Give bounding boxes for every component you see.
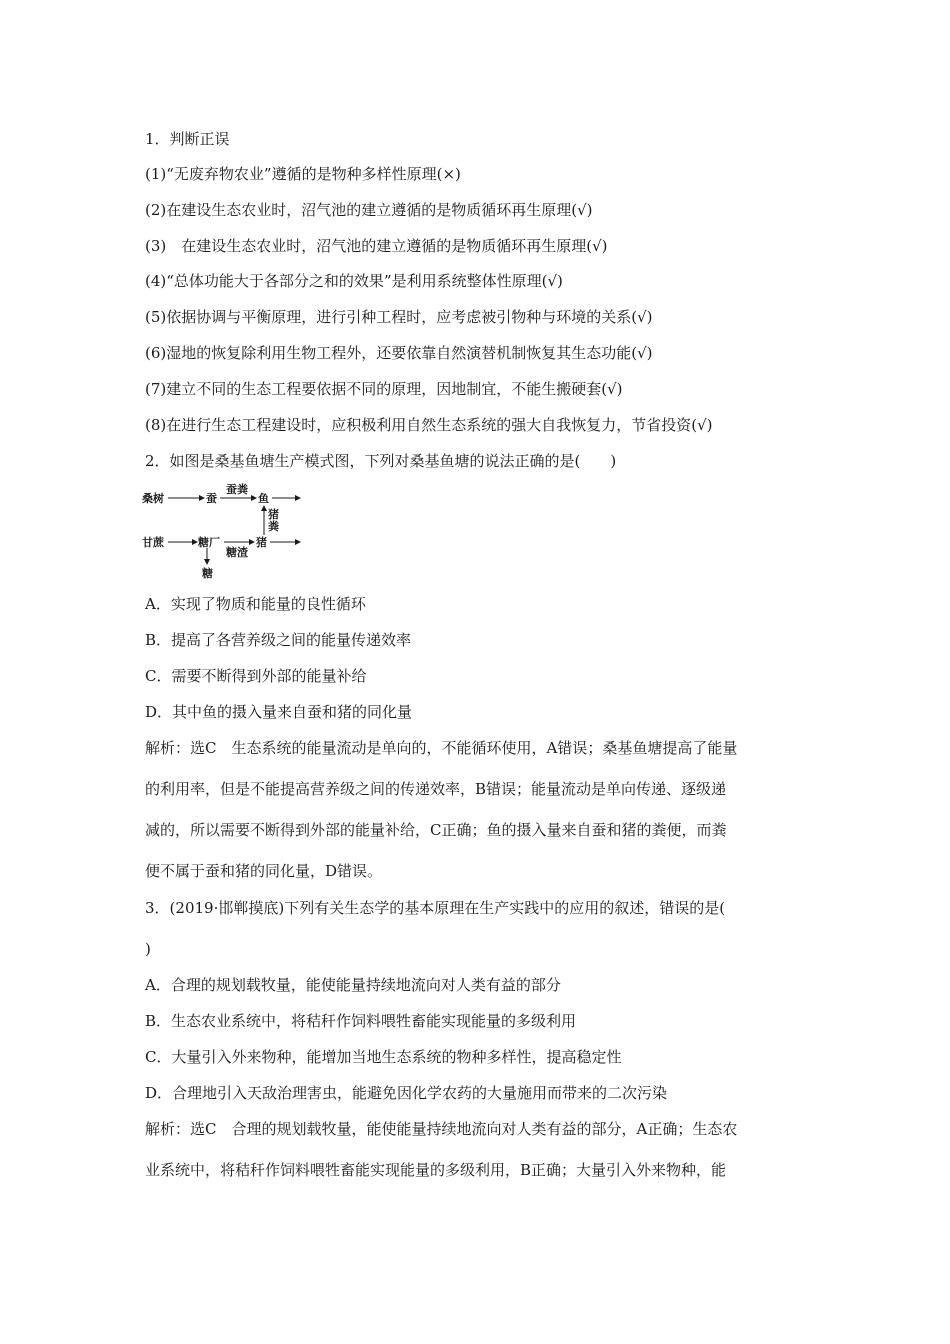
q2-stem: 2．如图是桑基鱼塘生产模式图，下列对桑基鱼塘的说法正确的是( ) xyxy=(145,452,617,470)
q1-item-6: (6)湿地的恢复除利用生物工程外，还要依靠自然演替机制恢复其生态功能(√) xyxy=(145,344,653,362)
label-sugar-residue: 糖渣 xyxy=(226,546,248,559)
q1-item-4: (4)“总体功能大于各部分之和的效果”是利用系统整体性原理(√) xyxy=(145,272,563,290)
q1-title: 1．判断正误 xyxy=(145,130,230,148)
q2-option-d: D．其中鱼的摄入量来自蚕和猪的同化量 xyxy=(145,703,413,721)
node-silkworm: 蚕 xyxy=(206,492,217,505)
label-pig-dung-1: 猪 xyxy=(268,508,279,521)
q3-stem-line-2: ) xyxy=(145,940,151,958)
node-pig: 猪 xyxy=(256,536,267,549)
q3-option-b: B．生态农业系统中，将秸秆作饲料喂牲畜能实现能量的多级利用 xyxy=(145,1012,577,1030)
q1-item-7: (7)建立不同的生态工程要依据不同的原理，因地制宜，不能生搬硬套(√) xyxy=(145,380,623,398)
q1-item-2: (2)在建设生态农业时，沼气池的建立遵循的是物质循环再生原理(√) xyxy=(145,201,593,219)
q3-option-d: D．合理地引入天敌治理害虫，能避免因化学农药的大量施用而带来的二次污染 xyxy=(145,1084,668,1102)
q3-analysis-line-2: 业系统中，将秸秆作饲料喂牲畜能实现能量的多级利用，B正确；大量引入外来物种，能 xyxy=(145,1161,727,1179)
q1-item-8: (8)在进行生态工程建设时，应积极利用自然生态系统的强大自我恢复力，节省投资(√) xyxy=(145,416,713,434)
q3-stem-line-1: 3．(2019·邯郸摸底)下列有关生态学的基本原理在生产实践中的应用的叙述，错误的是( xyxy=(145,899,726,917)
q2-analysis-line-4: 便不属于蚕和猪的同化量，D错误。 xyxy=(145,862,383,880)
q2-analysis-line-2: 的利用率，但是不能提高营养级之间的传递效率，B错误；能量流动是单向传递、逐级递 xyxy=(145,780,727,798)
q3-analysis-line-1: 解析：选C 合理的规划载牧量，能使能量持续地流向对人类有益的部分，A正确；生态农 xyxy=(145,1120,738,1138)
q3-option-a: A．合理的规划载牧量，能使能量持续地流向对人类有益的部分 xyxy=(145,976,561,994)
mulberry-fish-pond-diagram xyxy=(140,480,310,580)
node-sugar: 糖 xyxy=(202,567,213,580)
node-sugarcane: 甘蔗 xyxy=(142,536,164,549)
q2-analysis-line-1: 解析：选C 生态系统的能量流动是单向的，不能循环使用，A错误；桑基鱼塘提高了能量 xyxy=(145,739,738,757)
q3-option-c: C．大量引入外来物种，能增加当地生态系统的物种多样性，提高稳定性 xyxy=(145,1048,622,1066)
q1-item-3: (3) 在建设生态农业时，沼气池的建立遵循的是物质循环再生原理(√) xyxy=(145,237,608,255)
q1-item-5: (5)依据协调与平衡原理，进行引种工程时，应考虑被引物种与环境的关系(√) xyxy=(145,308,653,326)
q2-option-a: A．实现了物质和能量的良性循环 xyxy=(145,595,366,613)
label-pig-dung-2: 粪 xyxy=(268,520,279,533)
q2-option-c: C．需要不断得到外部的能量补给 xyxy=(145,667,367,685)
node-mulberry: 桑树 xyxy=(142,492,164,505)
q2-option-b: B．提高了各营养级之间的能量传递效率 xyxy=(145,631,412,649)
node-fish: 鱼 xyxy=(258,492,269,505)
q2-analysis-line-3: 减的，所以需要不断得到外部的能量补给，C正确；鱼的摄入量来自蚕和猪的粪便，而粪 xyxy=(145,821,727,839)
q1-item-1: (1)“无废弃物农业”遵循的是物种多样性原理(×) xyxy=(145,165,461,183)
node-sugar-factory: 糖厂 xyxy=(198,536,220,549)
label-silkworm-dung: 蚕粪 xyxy=(226,483,248,496)
